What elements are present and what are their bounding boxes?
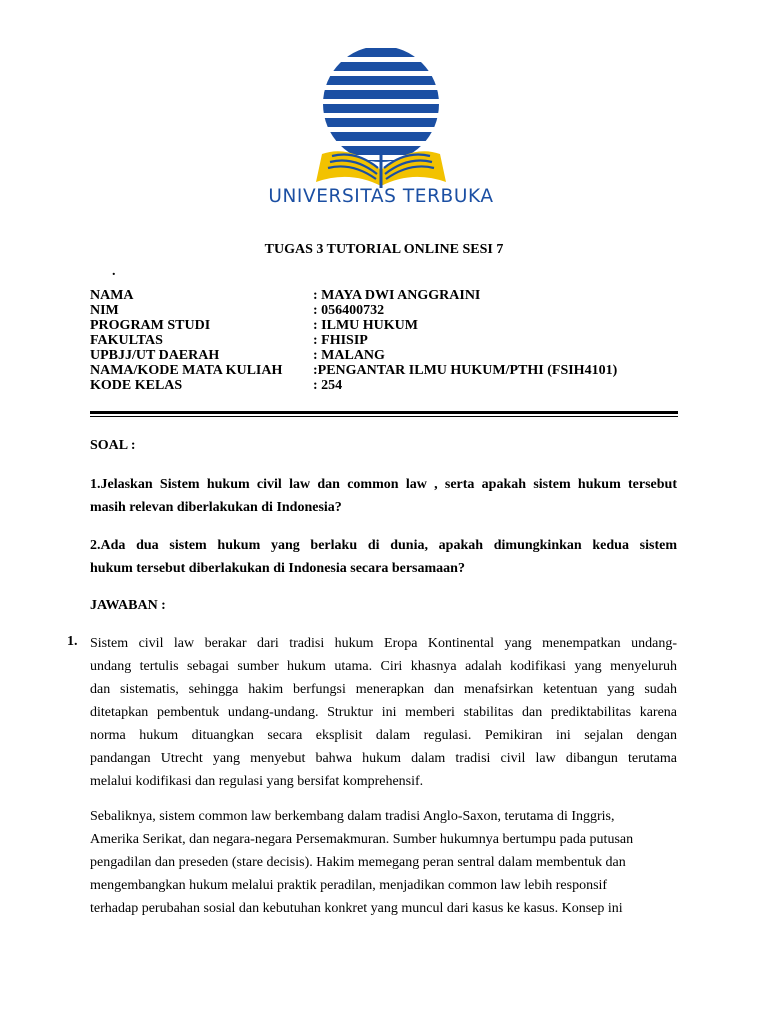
answer-number: 1. [67,634,78,649]
answer-paragraph-2 [90,805,677,920]
info-value: : 056400732 [313,303,385,318]
paragraph-line: undang tertulis sebagai sumber hukum utama. Ciri khasnya adalah kodifikasi yang menyeluruh [90,659,677,674]
info-value: : FHISIP [313,333,368,348]
info-value: : ILMU HUKUM [313,318,418,333]
jawaban-heading: JAWABAN : [90,598,166,613]
university-logo [250,48,512,212]
question-line: 2.Ada dua sistem hukum yang berlaku di dunia, apakah dimungkinkan kedua sistem [90,538,677,553]
paragraph-line: Sebaliknya, sistem common law berkembang dalam tradisi Anglo-Saxon, terutama di Inggris, [90,809,615,824]
logo-emblem-icon [250,48,512,188]
header-divider-thin [90,416,678,417]
logo-wordmark: UNIVERSITAS TERBUKA [268,186,494,207]
info-label: FAKULTAS [90,333,163,348]
question-line: masih relevan diberlakukan di Indonesia? [90,500,342,515]
paragraph-line: pengadilan dan preseden (stare decisis). Hakim memegang peran sentral dalam membentuk dan [90,855,626,870]
header-divider-thick [90,411,678,414]
question-line: hukum tersebut diberlakukan di Indonesia secara bersamaan? [90,561,465,576]
stray-dot: . [112,264,116,279]
info-value: : MAYA DWI ANGGRAINI [313,288,481,303]
info-label: PROGRAM STUDI [90,318,211,333]
soal-heading: SOAL : [90,438,136,453]
paragraph-line: norma hukum dituangkan secara eksplisit dalam regulasi. Pemikiran ini sejalan dengan [90,728,677,743]
info-label: KODE KELAS [90,378,183,393]
info-label: NAMA [90,288,134,303]
paragraph-line: mengembangkan hukum melalui praktik peradilan, menjadikan common law lebih responsif [90,878,608,893]
paragraph-line: pandangan Utrecht yang menyebut bahwa hukum dalam tradisi civil law dibangun terutama [90,751,677,766]
question-1 [90,473,677,519]
answer-paragraph-1 [90,632,677,793]
document-title: TUGAS 3 TUTORIAL ONLINE SESI 7 [264,242,504,257]
paragraph-line: melalui kodifikasi dan regulasi yang bersifat komprehensif. [90,774,424,789]
info-label: UPBJJ/UT DAERAH [90,348,220,363]
info-label: NAMA/KODE MATA KULIAH [90,363,283,378]
info-label: NIM [90,303,119,318]
info-value: :PENGANTAR ILMU HUKUM/PTHI (FSIH4101) [313,363,618,378]
paragraph-line: dan sistematis, sehingga hakim berfungsi menerapkan dan menafsirkan ketentuan yang sudah [90,682,677,697]
info-value: : MALANG [313,348,385,363]
paragraph-line: terhadap perubahan sosial dan kebutuhan konkret yang muncul dari kasus ke kasus. Konsep ini [90,901,623,916]
question-2 [90,534,677,580]
paragraph-line: Amerika Serikat, dan negara-negara Persemakmuran. Sumber hukumnya bertumpu pada putusan [90,832,634,847]
question-line: 1.Jelaskan Sistem hukum civil law dan common law , serta apakah sistem hukum tersebut [90,477,677,492]
info-value: : 254 [313,378,343,393]
paragraph-line: Sistem civil law berakar dari tradisi hukum Eropa Kontinental yang menempatkan undang- [90,636,677,651]
paragraph-line: ditetapkan pembentuk undang-undang. Struktur ini memberi stabilitas dan prediktabilitas karena [90,705,677,720]
